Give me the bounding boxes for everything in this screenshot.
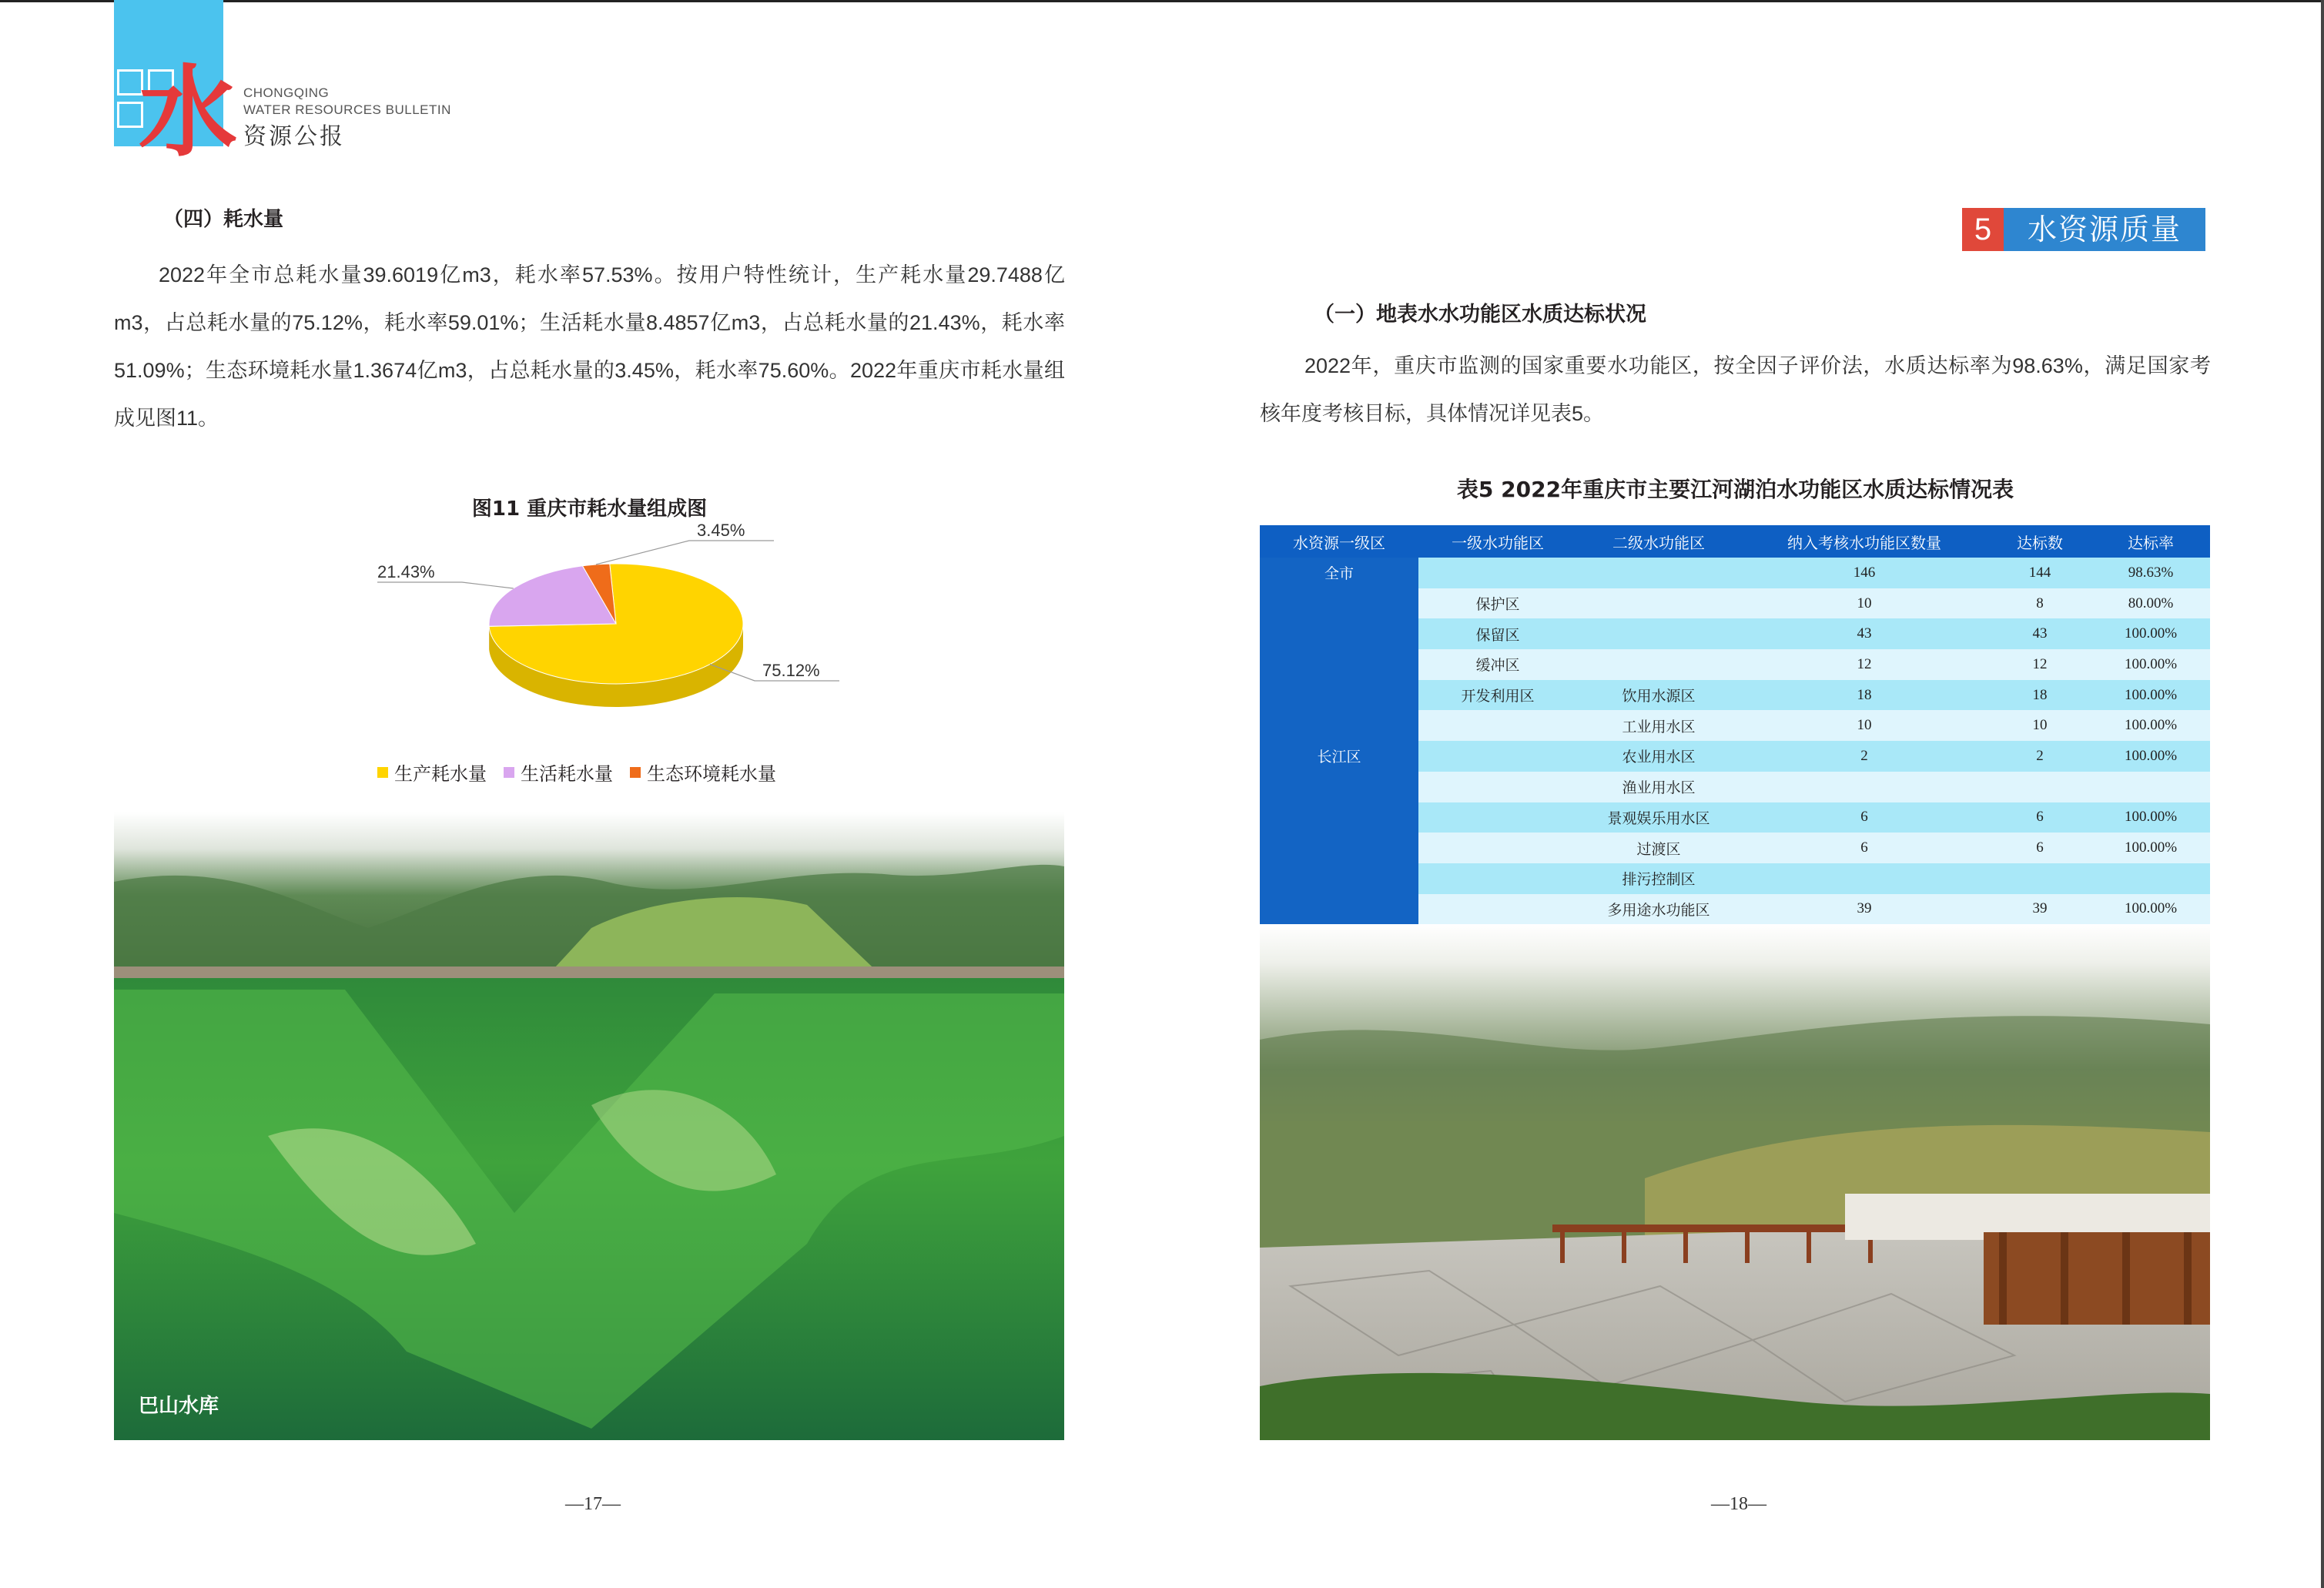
table-cell (1577, 649, 1740, 680)
quality-paragraph (1260, 342, 2211, 437)
table-cell: 18 (1988, 680, 2091, 711)
logo-water-char: 水 (139, 55, 238, 170)
table-cell: 39 (1988, 894, 2091, 925)
chapter-title: 水资源质量 (2004, 208, 2205, 251)
logo-english-text (243, 85, 451, 119)
pie-chart (370, 524, 847, 732)
table-cell: 18 (1740, 680, 1988, 711)
table-cell: 工业用水区 (1577, 710, 1740, 741)
table-cell (1418, 863, 1577, 894)
paragraph-text: 2022年全市总耗水量39.6019亿m3，耗水率57.53%。按用户特性统计，生产耗水量29.7488亿m3，占总耗水量的75.12%，耗水率59.01%；生活耗水量8.4857亿m3，占总耗水量的21.43%，耗水率51.09%；生态环境耗水量1.3674亿m3，占总耗水量的3.45%，耗水率75.60%。2022年重庆市耗水量组成见图11。 (114, 263, 1065, 430)
table-cell: 43 (1988, 618, 2091, 649)
table-cell: 6 (1988, 833, 2091, 863)
table-header-row (1260, 525, 2210, 558)
water-quality-table (1260, 525, 2210, 924)
table-cell (1418, 802, 1577, 833)
table-cell: 100.00% (2091, 618, 2210, 649)
table-cell: 保留区 (1418, 618, 1577, 649)
table-cell: 100.00% (2091, 894, 2210, 925)
pie-data-label-0: 75.12% (762, 661, 820, 680)
table-cell: 100.00% (2091, 710, 2210, 741)
table-cell (1740, 772, 1988, 802)
table-cell (1577, 618, 1740, 649)
table-cell: 开发利用区 (1418, 680, 1577, 711)
table-cell (1988, 863, 2091, 894)
table-cell: 缓冲区 (1418, 649, 1577, 680)
table-cell (1577, 588, 1740, 619)
header-cell: 二级水功能区 (1577, 525, 1740, 558)
table-cell: 6 (1740, 833, 1988, 863)
table-cell: 98.63% (2091, 558, 2210, 588)
table-cell (1740, 863, 1988, 894)
pie-leader-line-1 (377, 582, 514, 588)
header-cell: 纳入考核水功能区数量 (1740, 525, 1988, 558)
legend-label: 生活耗水量 (521, 763, 613, 785)
table-cell (2091, 772, 2210, 802)
section-title-consumption: （四）耗水量 (163, 208, 284, 231)
table-cell-region: 长江区 (1260, 588, 1418, 925)
page-number-left: —17— (565, 1494, 621, 1514)
table-cell: 144 (1988, 558, 2091, 588)
table-cell: 渔业用水区 (1577, 772, 1740, 802)
legend-item-production (377, 759, 487, 786)
table-cell: 2 (1740, 741, 1988, 772)
reservoir-photo (114, 812, 1064, 1440)
table-cell: 保护区 (1418, 588, 1577, 619)
legend-swatch (630, 767, 641, 778)
table-cell: 景观娱乐用水区 (1577, 802, 1740, 833)
table-title: 表5 2022年重庆市主要江河湖泊水功能区水质达标情况表 (1456, 477, 2014, 502)
chapter-number: 5 (1962, 208, 2004, 251)
table-cell: 100.00% (2091, 680, 2210, 711)
table-cell: 6 (1988, 802, 2091, 833)
pie-data-label-1: 21.43% (377, 562, 435, 581)
table-cell: 12 (1988, 649, 2091, 680)
table-cell: 100.00% (2091, 802, 2210, 833)
header-cell: 达标数 (1988, 525, 2091, 558)
table-cell (1577, 558, 1740, 588)
table-cell: 80.00% (2091, 588, 2210, 619)
header-cell: 水资源一级区 (1260, 525, 1418, 558)
table-cell (1418, 772, 1577, 802)
table-cell (1418, 894, 1577, 925)
photo-caption: 巴山水库 (139, 1395, 219, 1418)
legend-item-domestic (504, 759, 613, 786)
table-cell: 12 (1740, 649, 1988, 680)
table-row-total (1260, 558, 2210, 588)
table-cell (1418, 741, 1577, 772)
table-cell: 过渡区 (1577, 833, 1740, 863)
logo-chinese-text: 资源公报 (243, 123, 345, 150)
table-cell: 10 (1988, 710, 2091, 741)
table-row (1260, 588, 2210, 619)
section-title-quality: （一）地表水水功能区水质达标状况 (1314, 303, 1646, 327)
table-cell: 2 (1988, 741, 2091, 772)
table-cell: 100.00% (2091, 833, 2210, 863)
consumption-paragraph (114, 251, 1065, 442)
page-right-border (2321, 0, 2324, 1588)
header-cell: 达标率 (2091, 525, 2210, 558)
paragraph-text: 2022年，重庆市监测的国家重要水功能区，按全因子评价法，水质达标率为98.63%，满足国家考核年度考核目标，具体情况详见表5。 (1260, 354, 2211, 425)
table-cell: 43 (1740, 618, 1988, 649)
table-cell: 农业用水区 (1577, 741, 1740, 772)
table-cell: 10 (1740, 710, 1988, 741)
plaza-photo (1260, 924, 2210, 1440)
chart-legend (377, 759, 776, 786)
pie-data-label-2: 3.45% (697, 524, 745, 540)
table-cell: 排污控制区 (1577, 863, 1740, 894)
table-cell (1418, 710, 1577, 741)
header-cell: 一级水功能区 (1418, 525, 1577, 558)
page-top-border (0, 0, 2324, 2)
legend-label: 生态环境耗水量 (647, 763, 776, 785)
table-cell: 39 (1740, 894, 1988, 925)
table-cell: 100.00% (2091, 649, 2210, 680)
chapter-header (1962, 208, 2205, 251)
table-cell: 全市 (1260, 558, 1418, 588)
table-cell (1418, 558, 1577, 588)
pie-leader-line-2 (596, 541, 774, 565)
legend-swatch (377, 767, 388, 778)
logo-en-line1: CHONGQING (243, 85, 330, 100)
table-cell: 10 (1740, 588, 1988, 619)
legend-label: 生产耗水量 (394, 763, 487, 785)
legend-swatch (504, 767, 514, 778)
table-cell (1988, 772, 2091, 802)
page-number-right: —18— (1711, 1494, 1766, 1514)
table-cell: 146 (1740, 558, 1988, 588)
figure-title: 图11 重庆市耗水量组成图 (471, 498, 708, 521)
legend-item-ecological (630, 759, 776, 786)
table-cell: 8 (1988, 588, 2091, 619)
table-cell: 6 (1740, 802, 1988, 833)
logo-en-line2: WATER RESOURCES BULLETIN (243, 102, 451, 117)
table-cell: 100.00% (2091, 741, 2210, 772)
table-cell (2091, 863, 2210, 894)
table-cell: 多用途水功能区 (1577, 894, 1740, 925)
table-cell (1418, 833, 1577, 863)
table-cell: 饮用水源区 (1577, 680, 1740, 711)
